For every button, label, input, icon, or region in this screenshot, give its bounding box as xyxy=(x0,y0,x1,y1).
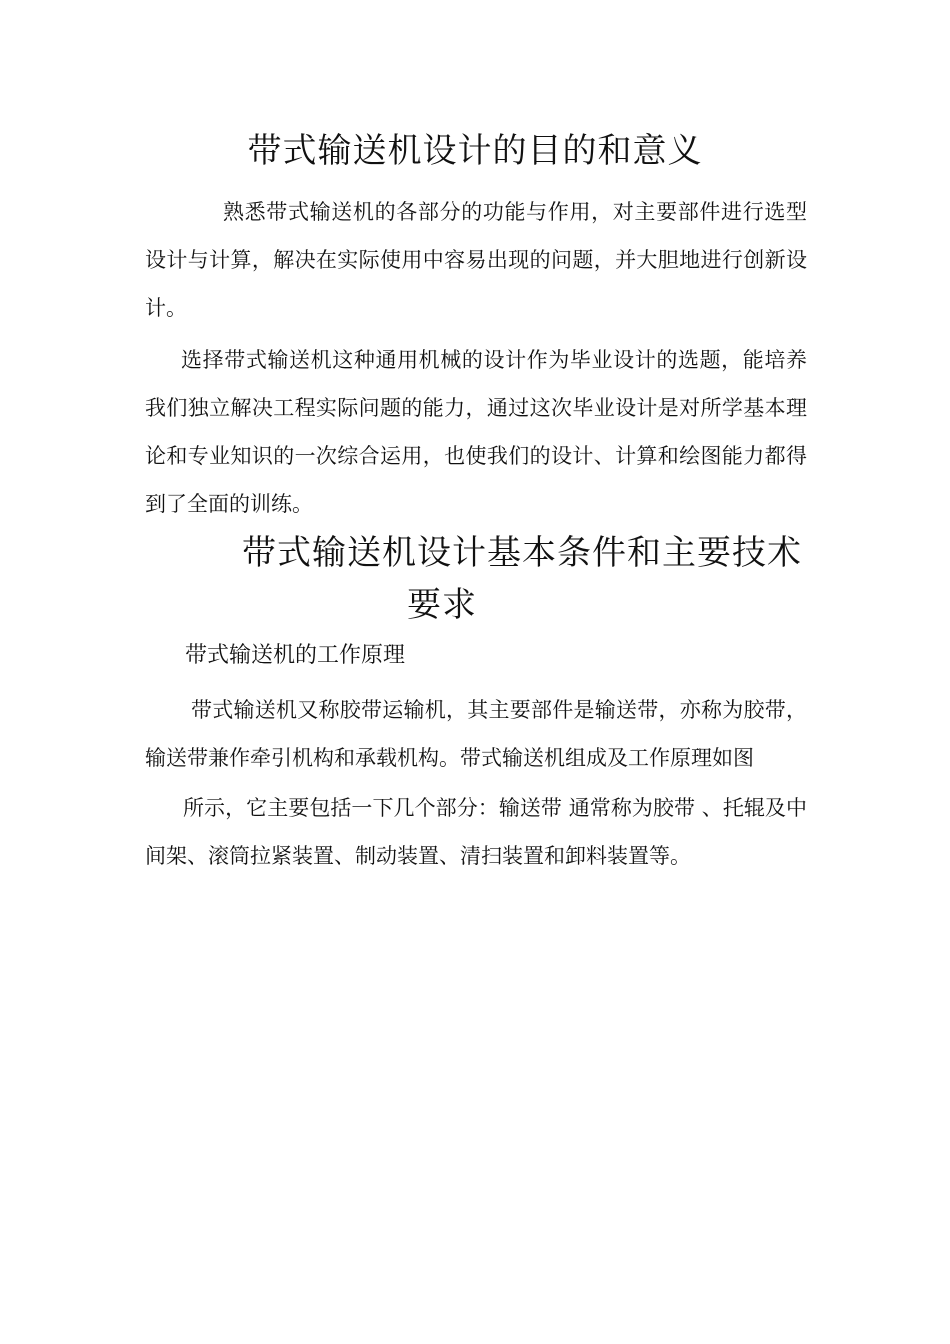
subheading-working-principle: 带式输送机的工作原理 xyxy=(185,643,406,668)
paragraph-principle-2: 所示，它主要包括一下几个部分：输送带 通常称为胶带 、托辊及中间架、滚筒拉紧装置、制动装置、清扫装置和卸料装置等。 xyxy=(145,796,807,868)
section-title-purpose: 带式输送机设计的目的和意义 xyxy=(247,131,703,171)
section-title-requirements xyxy=(232,527,812,631)
paragraph-purpose-2: 选择带式输送机这种通用机械的设计作为毕业设计的选题，能培养我们独立解决工程实际问题的能力，通过这次毕业设计是对所学基本理论和专业知识的一次综合运用，也使我们的设计、计算和绘图能力都得到了全面的训练。 xyxy=(145,348,807,516)
paragraph-purpose-1: 熟悉带式输送机的各部分的功能与作用，对主要部件进行选型设计与计算，解决在实际使用中容易出现的问题，并大胆地进行创新设计。 xyxy=(145,200,807,320)
section-title-requirements-line1: 带式输送机设计基本条件和主要技术 xyxy=(242,533,802,573)
paragraph-principle-1: 带式输送机又称胶带运输机，其主要部件是输送带，亦称为胶带，输送带兼作牵引机构和承载机构。带式输送机组成及工作原理如图 xyxy=(145,698,807,770)
section-title-requirements-line2: 要求 xyxy=(407,585,477,625)
